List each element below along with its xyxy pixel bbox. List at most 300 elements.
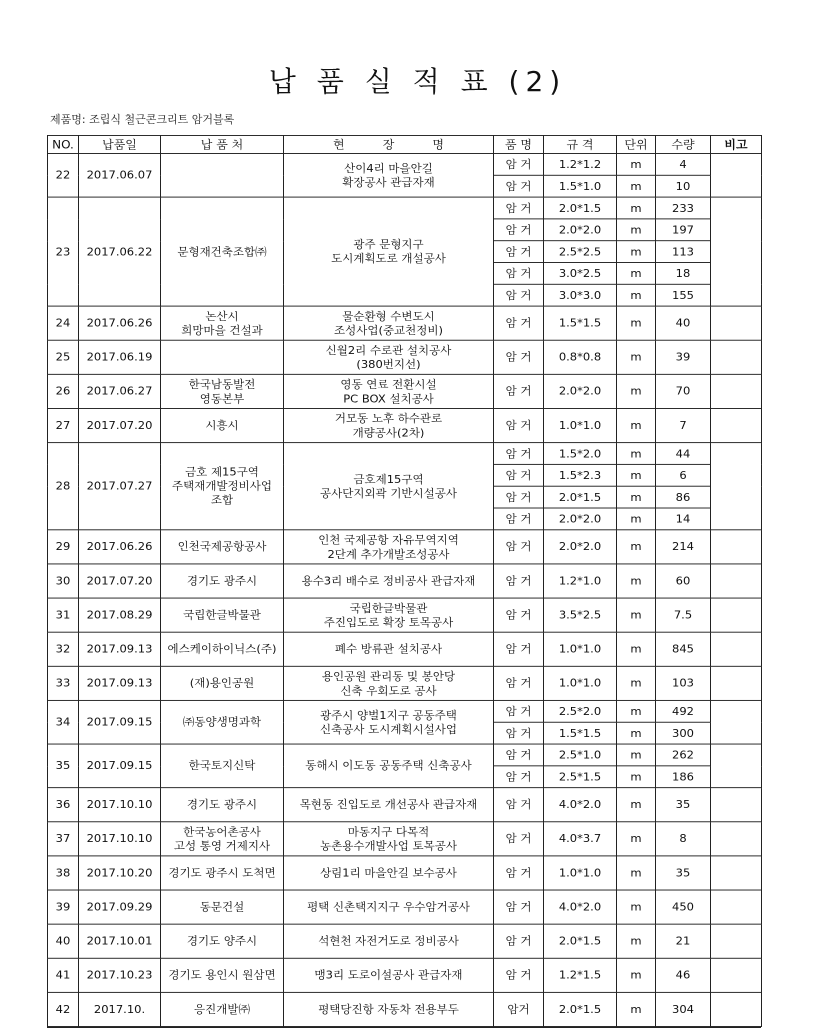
row-spec: 1.5*2.3 [544, 464, 617, 486]
row-spec: 1.2*1.5 [544, 958, 617, 992]
row-no: 24 [48, 306, 79, 340]
table-row [48, 632, 762, 666]
row-spec: 2.0*1.5 [544, 197, 617, 219]
row-client-line: 금호 제15구역 [185, 464, 259, 479]
row-site-line: (380번지선) [356, 357, 421, 371]
header-item: 품 명 [494, 135, 544, 153]
row-qty: 7 [656, 408, 711, 442]
row-client [161, 306, 284, 340]
row-spec: 4.0*2.0 [544, 890, 617, 924]
row-spec: 1.5*1.5 [544, 722, 617, 744]
row-site [284, 924, 494, 958]
row-client [161, 890, 284, 924]
row-note [711, 340, 762, 374]
row-date: 2017.10.20 [79, 856, 161, 890]
row-item: 암 거 [494, 564, 544, 598]
header-no: NO. [48, 135, 79, 153]
row-date: 2017.09.15 [79, 744, 161, 788]
row-item: 암 거 [494, 464, 544, 486]
row-unit: m [617, 306, 656, 340]
row-site [284, 788, 494, 822]
row-site [284, 564, 494, 598]
row-client [161, 443, 284, 530]
row-site-line: 거모동 노후 하수관로 [334, 411, 443, 425]
row-qty: 4 [656, 153, 711, 175]
row-no: 36 [48, 788, 79, 822]
row-site-line: 상림1리 마을안길 보수공사 [320, 865, 457, 880]
row-site-line: PC BOX 설치공사 [343, 391, 434, 405]
table-header-row [48, 135, 762, 153]
row-date: 2017.07.20 [79, 408, 161, 442]
row-no: 31 [48, 598, 79, 632]
row-client-line: 경기도 용인시 원삼면 [168, 968, 276, 982]
row-qty: 35 [656, 788, 711, 822]
row-item: 암 거 [494, 219, 544, 241]
header-note: 비고 [711, 135, 762, 153]
product-label: 제품명: 조립식 철근콘크리트 암거블록 [50, 113, 235, 126]
row-unit: m [617, 374, 656, 408]
row-client-line: 고성 통영 거제지사 [173, 838, 271, 853]
row-client [161, 632, 284, 666]
row-site-line: 산이4리 마을안길 [344, 161, 433, 175]
row-qty: 35 [656, 856, 711, 890]
row-item: 암 거 [494, 890, 544, 924]
row-item: 암 거 [494, 486, 544, 508]
table-row [48, 788, 762, 822]
row-qty: 60 [656, 564, 711, 598]
row-qty: 7.5 [656, 598, 711, 632]
row-qty: 86 [656, 486, 711, 508]
row-qty: 233 [656, 197, 711, 219]
row-client-line: 영동본부 [199, 391, 245, 405]
row-item: 암 거 [494, 598, 544, 632]
table-row [48, 530, 762, 564]
row-site-line: 물순환형 수변도시 [342, 308, 435, 323]
table-row [48, 153, 762, 175]
row-qty: 492 [656, 700, 711, 722]
row-site-line: 평택당진항 자동차 전용부두 [318, 1002, 459, 1016]
row-site-line: 주진입도로 확장 토목공사 [323, 615, 454, 629]
row-site-line: 금호제15구역 [353, 471, 424, 486]
row-client-line: 경기도 양주시 [186, 934, 258, 948]
row-spec: 2.5*2.0 [544, 700, 617, 722]
row-client-line: 희망마을 건설과 [181, 323, 263, 337]
row-qty: 40 [656, 306, 711, 340]
row-site-line: 동해시 이도동 공동주택 신축공사 [305, 758, 472, 773]
row-site [284, 443, 494, 530]
row-client-line: 문형재건축조합㈜ [177, 244, 267, 258]
row-client [161, 598, 284, 632]
row-item: 암 거 [494, 408, 544, 442]
row-item: 암 거 [494, 175, 544, 197]
row-no: 38 [48, 856, 79, 890]
header-date: 납품일 [79, 135, 161, 153]
row-qty: 10 [656, 175, 711, 197]
row-date: 2017.06.07 [79, 153, 161, 197]
row-qty: 39 [656, 340, 711, 374]
row-spec: 2.5*1.5 [544, 766, 617, 788]
header-client: 납 품 처 [161, 135, 284, 153]
row-qty: 14 [656, 508, 711, 530]
row-date: 2017.06.26 [79, 306, 161, 340]
row-spec: 1.2*1.2 [544, 153, 617, 175]
row-date: 2017.09.29 [79, 890, 161, 924]
row-client [161, 958, 284, 992]
row-client [161, 788, 284, 822]
row-note [711, 822, 762, 856]
row-spec: 1.5*1.0 [544, 175, 617, 197]
row-note [711, 856, 762, 890]
row-client [161, 744, 284, 788]
row-no: 29 [48, 530, 79, 564]
row-qty: 186 [656, 766, 711, 788]
row-site [284, 340, 494, 374]
row-note [711, 700, 762, 744]
row-no: 41 [48, 958, 79, 992]
row-qty: 44 [656, 443, 711, 465]
row-unit: m [617, 464, 656, 486]
row-site [284, 890, 494, 924]
row-item: 암 거 [494, 306, 544, 340]
row-spec: 3.0*2.5 [544, 262, 617, 284]
row-no: 37 [48, 822, 79, 856]
row-spec: 4.0*2.0 [544, 788, 617, 822]
row-unit: m [617, 788, 656, 822]
table-row [48, 340, 762, 374]
row-site-line: 폐수 방류관 설치공사 [334, 642, 443, 656]
table-row [48, 408, 762, 442]
row-client-line: 국립한글박물관 [183, 608, 261, 622]
header-spec: 규 격 [544, 135, 617, 153]
row-site [284, 374, 494, 408]
row-site [284, 408, 494, 442]
row-note [711, 408, 762, 442]
row-client-line: 조합 [210, 493, 234, 507]
row-item: 암 거 [494, 924, 544, 958]
row-qty: 300 [656, 722, 711, 744]
row-unit: m [617, 564, 656, 598]
table-row [48, 197, 762, 219]
row-site [284, 153, 494, 197]
row-no: 35 [48, 744, 79, 788]
row-note [711, 306, 762, 340]
row-no: 39 [48, 890, 79, 924]
header-site: 현 장 명 [284, 135, 494, 153]
row-site-line: 도시계획도로 개설공사 [331, 251, 446, 265]
row-unit: m [617, 197, 656, 219]
row-spec: 1.0*1.0 [544, 666, 617, 700]
row-note [711, 153, 762, 197]
row-site-line: 석현천 자전거도로 정비공사 [318, 934, 459, 948]
row-client [161, 374, 284, 408]
row-client [161, 666, 284, 700]
row-item: 암 거 [494, 958, 544, 992]
row-unit: m [617, 443, 656, 465]
table-row [48, 890, 762, 924]
row-unit: m [617, 219, 656, 241]
row-site [284, 822, 494, 856]
row-spec: 1.0*1.0 [544, 408, 617, 442]
row-unit: m [617, 744, 656, 766]
row-spec: 2.0*2.0 [544, 530, 617, 564]
row-date: 2017.06.26 [79, 530, 161, 564]
row-qty: 21 [656, 924, 711, 958]
row-client-line: 한국농어촌공사 [183, 824, 261, 838]
row-client-line: 인천국제공항공사 [177, 539, 267, 554]
table-row [48, 598, 762, 632]
row-site [284, 530, 494, 564]
document-title: 납 품 실 적 표 (2) [268, 65, 567, 98]
row-unit: m [617, 486, 656, 508]
row-spec: 0.8*0.8 [544, 340, 617, 374]
row-date: 2017.09.13 [79, 632, 161, 666]
row-site-line: 확장공사 관급자재 [342, 175, 435, 189]
row-no: 34 [48, 700, 79, 744]
row-qty: 46 [656, 958, 711, 992]
row-site-line: 신축 우회도로 공사 [340, 683, 437, 697]
row-date: 2017.06.27 [79, 374, 161, 408]
row-note [711, 958, 762, 992]
row-qty: 214 [656, 530, 711, 564]
row-qty: 8 [656, 822, 711, 856]
row-spec: 2.0*2.0 [544, 374, 617, 408]
row-item: 암 거 [494, 788, 544, 822]
row-spec: 2.0*1.5 [544, 924, 617, 958]
table-row [48, 374, 762, 408]
row-client-line: 시흥시 [205, 418, 239, 432]
row-site [284, 666, 494, 700]
row-client-line: 경기도 광주시 [186, 573, 258, 588]
row-unit: m [617, 241, 656, 263]
row-qty: 103 [656, 666, 711, 700]
row-site [284, 306, 494, 340]
row-spec: 3.0*3.0 [544, 284, 617, 306]
row-unit: m [617, 340, 656, 374]
table-row [48, 564, 762, 598]
row-client [161, 822, 284, 856]
row-site-line: 맹3리 도로이설공사 관급자재 [314, 968, 463, 982]
row-spec: 2.0*2.0 [544, 219, 617, 241]
row-item: 암 거 [494, 340, 544, 374]
row-no: 30 [48, 564, 79, 598]
table-row [48, 924, 762, 958]
row-note [711, 788, 762, 822]
table-row [48, 992, 762, 1026]
row-spec: 2.5*2.5 [544, 241, 617, 263]
row-spec: 2.0*1.5 [544, 486, 617, 508]
row-date: 2017.09.15 [79, 700, 161, 744]
row-site-line: 농촌용수개발사업 토목공사 [320, 838, 457, 853]
header-qty: 수량 [656, 135, 711, 153]
table-row [48, 443, 762, 465]
row-site-line: 용인공원 관리동 및 봉안당 [321, 669, 456, 683]
row-no: 28 [48, 443, 79, 530]
row-site [284, 958, 494, 992]
header-unit: 단위 [617, 135, 656, 153]
row-site [284, 598, 494, 632]
row-note [711, 530, 762, 564]
row-item: 암거 [494, 992, 544, 1026]
row-site-line: 목현동 진입도로 개선공사 관급자재 [299, 797, 478, 811]
row-spec: 2.0*2.0 [544, 508, 617, 530]
row-date: 2017.10.10 [79, 822, 161, 856]
row-unit: m [617, 992, 656, 1026]
row-item: 암 거 [494, 241, 544, 263]
row-date: 2017.07.27 [79, 443, 161, 530]
row-client-line: 에스케이하이닉스(주) [167, 642, 277, 656]
row-site [284, 992, 494, 1026]
row-unit: m [617, 856, 656, 890]
row-spec: 2.0*1.5 [544, 992, 617, 1026]
row-date: 2017.06.22 [79, 197, 161, 306]
row-item: 암 거 [494, 632, 544, 666]
row-qty: 113 [656, 241, 711, 263]
row-client [161, 856, 284, 890]
row-client-line: 주택재개발정비사업 [172, 479, 272, 493]
row-no: 33 [48, 666, 79, 700]
row-unit: m [617, 890, 656, 924]
row-date: 2017.10.01 [79, 924, 161, 958]
row-date: 2017.08.29 [79, 598, 161, 632]
row-client [161, 700, 284, 744]
row-unit: m [617, 666, 656, 700]
row-client-line: 경기도 광주시 도척면 [168, 865, 276, 880]
row-spec: 1.0*1.0 [544, 632, 617, 666]
row-client [161, 992, 284, 1026]
row-no: 27 [48, 408, 79, 442]
row-unit: m [617, 175, 656, 197]
row-client-line: 응진개발㈜ [194, 1002, 250, 1016]
row-item: 암 거 [494, 262, 544, 284]
row-spec: 4.0*3.7 [544, 822, 617, 856]
row-note [711, 598, 762, 632]
row-no: 42 [48, 992, 79, 1026]
row-site-line: 공사단지외곽 기반시설공사 [320, 486, 457, 500]
row-client-line: 한국남동발전 [188, 377, 256, 391]
row-item: 암 거 [494, 530, 544, 564]
table-row [48, 744, 762, 766]
row-qty: 70 [656, 374, 711, 408]
row-qty: 197 [656, 219, 711, 241]
row-client [161, 564, 284, 598]
row-item: 암 거 [494, 822, 544, 856]
row-note [711, 564, 762, 598]
row-no: 23 [48, 197, 79, 306]
row-no: 26 [48, 374, 79, 408]
row-site-line: 인천 국제공항 자유무역지역 [318, 532, 459, 546]
row-client [161, 197, 284, 306]
row-item: 암 거 [494, 744, 544, 766]
row-item: 암 거 [494, 700, 544, 722]
row-site-line: 신월2리 수로관 설치공사 [325, 343, 452, 357]
row-client [161, 153, 284, 197]
row-item: 암 거 [494, 766, 544, 788]
table-row [48, 306, 762, 340]
row-date: 2017.10.10 [79, 788, 161, 822]
table-row [48, 856, 762, 890]
row-spec: 1.0*1.0 [544, 856, 617, 890]
row-item: 암 거 [494, 508, 544, 530]
row-unit: m [617, 284, 656, 306]
row-item: 암 거 [494, 666, 544, 700]
row-site-line: 신축공사 도시계획시설사업 [320, 722, 457, 736]
row-item: 암 거 [494, 722, 544, 744]
row-site-line: 용수3리 배수로 정비공사 관급자재 [301, 573, 476, 588]
row-item: 암 거 [494, 153, 544, 175]
row-client-line: ㈜동양생명과학 [182, 715, 262, 729]
row-unit: m [617, 262, 656, 284]
row-item: 암 거 [494, 284, 544, 306]
row-site-line: 광주시 양벌1지구 공동주택 [320, 708, 457, 722]
row-qty: 6 [656, 464, 711, 486]
row-unit: m [617, 924, 656, 958]
row-client [161, 340, 284, 374]
row-item: 암 거 [494, 197, 544, 219]
row-note [711, 992, 762, 1026]
table-body [48, 153, 762, 1026]
row-unit: m [617, 408, 656, 442]
row-note [711, 632, 762, 666]
row-unit: m [617, 766, 656, 788]
row-site [284, 700, 494, 744]
row-no: 22 [48, 153, 79, 197]
row-no: 32 [48, 632, 79, 666]
row-spec: 1.2*1.0 [544, 564, 617, 598]
table-row [48, 700, 762, 722]
row-note [711, 443, 762, 530]
row-spec: 1.5*1.5 [544, 306, 617, 340]
row-date: 2017.07.20 [79, 564, 161, 598]
row-note [711, 666, 762, 700]
row-client-line: 논산시 [205, 308, 239, 323]
row-site-line: 조성사업(중교천정비) [334, 323, 443, 337]
row-qty: 18 [656, 262, 711, 284]
row-site [284, 744, 494, 788]
row-note [711, 890, 762, 924]
row-site-line: 영동 연료 전환시설 [340, 377, 437, 391]
table-bottom-border [47, 1027, 761, 1028]
row-client [161, 924, 284, 958]
row-qty: 845 [656, 632, 711, 666]
row-item: 암 거 [494, 443, 544, 465]
row-client [161, 408, 284, 442]
row-unit: m [617, 530, 656, 564]
row-unit: m [617, 700, 656, 722]
table-row [48, 958, 762, 992]
row-qty: 450 [656, 890, 711, 924]
table-row [48, 822, 762, 856]
row-site-line: 개량공사(2차) [352, 425, 425, 439]
row-client-line: 경기도 광주시 [186, 797, 258, 811]
row-note [711, 744, 762, 788]
row-unit: m [617, 822, 656, 856]
row-unit: m [617, 632, 656, 666]
row-no: 40 [48, 924, 79, 958]
row-site [284, 197, 494, 306]
row-client-line: (재)용인공원 [189, 676, 255, 690]
row-note [711, 924, 762, 958]
row-unit: m [617, 153, 656, 175]
row-note [711, 197, 762, 306]
row-spec: 1.5*2.0 [544, 443, 617, 465]
row-date: 2017.06.19 [79, 340, 161, 374]
row-unit: m [617, 958, 656, 992]
row-unit: m [617, 722, 656, 744]
row-date: 2017.10. [79, 992, 161, 1026]
row-date: 2017.10.23 [79, 958, 161, 992]
row-site-line: 광주 문형지구 [353, 237, 424, 251]
row-no: 25 [48, 340, 79, 374]
